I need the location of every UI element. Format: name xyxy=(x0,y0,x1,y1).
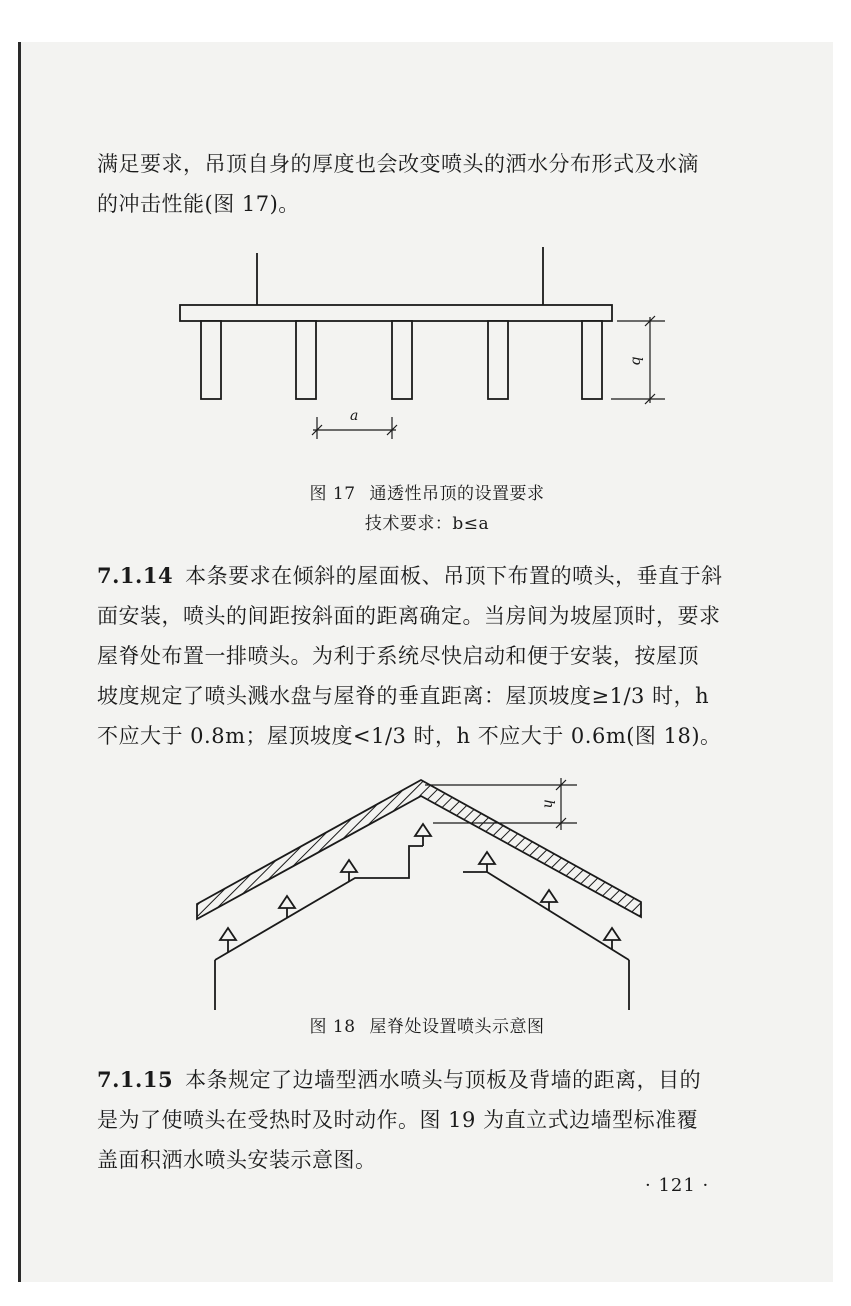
section-7-1-14: 7.1.14 xyxy=(97,563,174,588)
sprinkler-head-left-2 xyxy=(279,896,295,908)
figure-17-note: 技术要求：b≤a xyxy=(364,514,490,534)
dimension-label-h: h xyxy=(540,799,557,809)
figure-17-diagram xyxy=(21,247,833,447)
figure-17-caption xyxy=(21,479,833,504)
figure-18-title: 屋脊处设置喷头示意图 xyxy=(369,1017,545,1037)
sprinkler-head-ridge xyxy=(415,824,431,836)
paragraph-3-line-1: 本条规定了边墙型洒水喷头与顶板及背墙的距离，目的 xyxy=(185,1068,702,1092)
roof-slab xyxy=(197,780,641,919)
ceiling-slat-5 xyxy=(582,321,602,399)
ceiling-slat-1 xyxy=(201,321,221,399)
paragraph-2-line-5: 不应大于 0.8m；屋顶坡度<1/3 时，h 不应大于 0.6m(图 18)。 xyxy=(97,724,722,748)
figure-18-diagram xyxy=(21,764,833,1004)
page-number: · 121 · xyxy=(645,1175,710,1196)
main-beam xyxy=(180,305,612,321)
figure-17-title: 通透性吊顶的设置要求 xyxy=(369,484,545,504)
ceiling-slat-2 xyxy=(296,321,316,399)
paragraph-1-line-2: 的冲击性能(图 17)。 xyxy=(97,192,300,216)
sprinkler-head-right-2 xyxy=(541,890,557,902)
paragraph-1 xyxy=(97,144,757,224)
sprinkler-head-left-3 xyxy=(341,860,357,872)
ceiling-slat-4 xyxy=(488,321,508,399)
paragraph-3-line-2: 是为了使喷头在受热时及时动作。图 19 为直立式边墙型标准覆 xyxy=(97,1108,699,1132)
figure-18-caption xyxy=(21,1012,833,1037)
paragraph-2-line-2: 面安装，喷头的间距按斜面的距离确定。当房间为坡屋顶时，要求 xyxy=(97,604,721,628)
paragraph-1-line-1: 满足要求，吊顶自身的厚度也会改变喷头的洒水分布形式及水滴 xyxy=(97,152,699,176)
paragraph-2-line-1: 本条要求在倾斜的屋面板、吊顶下布置的喷头，垂直于斜 xyxy=(185,564,723,588)
dimension-label-b: b xyxy=(628,356,645,366)
ceiling-slat-3 xyxy=(392,321,412,399)
book-page xyxy=(18,42,833,1282)
sprinkler-head-right-1 xyxy=(479,852,495,864)
pipe-left xyxy=(215,846,423,960)
figure-18-number: 图 18 xyxy=(309,1017,356,1037)
paragraph-2-line-4: 坡度规定了喷头溅水盘与屋脊的垂直距离：屋顶坡度≥1/3 时，h xyxy=(97,684,710,708)
sprinkler-head-right-3 xyxy=(604,928,620,940)
paragraph-3-line-3: 盖面积洒水喷头安装示意图。 xyxy=(97,1148,377,1172)
paragraph-3 xyxy=(97,1060,757,1180)
section-7-1-15: 7.1.15 xyxy=(97,1067,174,1092)
paragraph-2 xyxy=(97,556,757,756)
sprinkler-head-left-1 xyxy=(220,928,236,940)
dimension-label-a: a xyxy=(350,408,359,424)
figure-17-number: 图 17 xyxy=(309,484,356,504)
paragraph-2-line-3: 屋脊处布置一排喷头。为利于系统尽快启动和便于安装，按屋顶 xyxy=(97,644,699,668)
